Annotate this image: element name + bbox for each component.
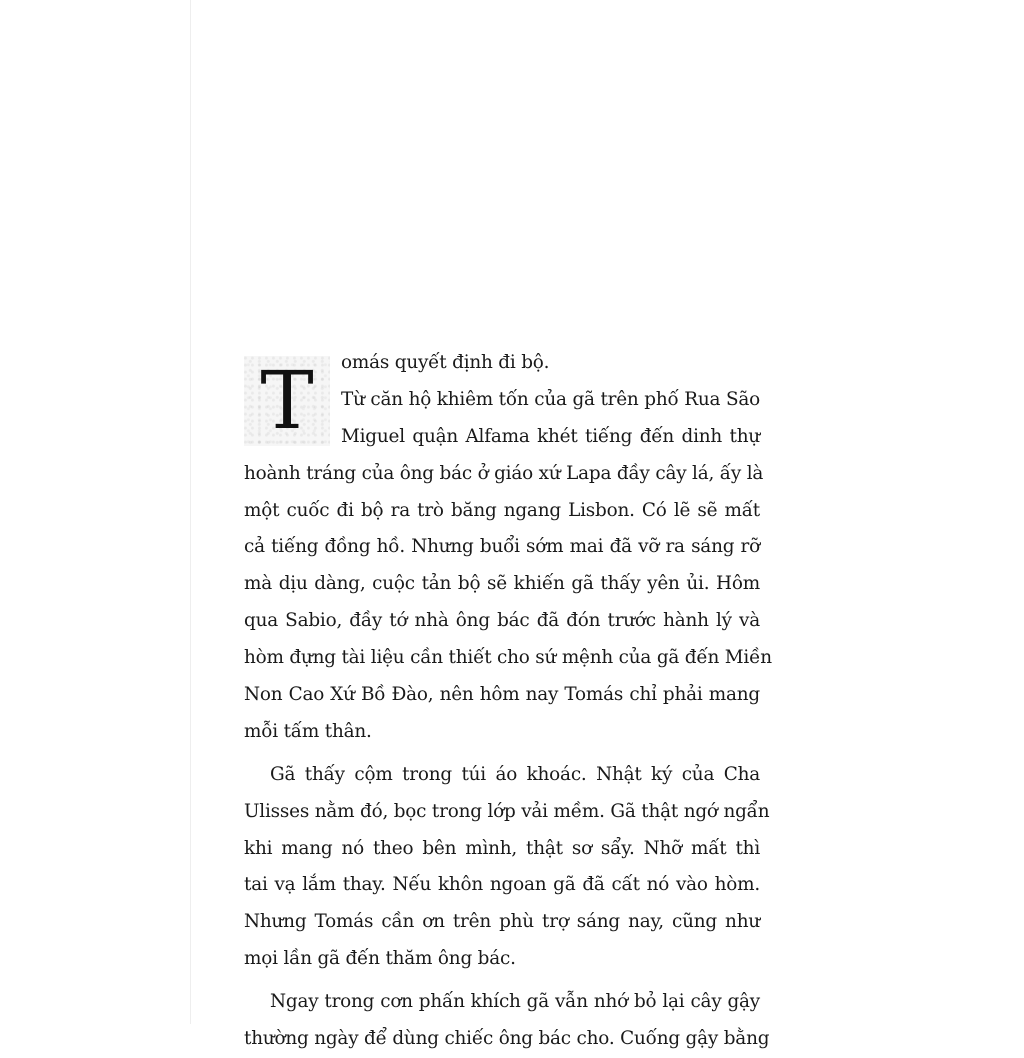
- text-line: Nhưng Tomás cần ơn trên phù trợ sáng nay, cũng như: [244, 911, 760, 933]
- text-line: khi mang nó theo bên mình, thật sơ sẩy. Nhỡ mất thì: [244, 837, 760, 859]
- text-line: qua Sabio, đầy tớ nhà ông bác đã đón trước hành lý và: [244, 610, 760, 632]
- text-line: thường ngày để dùng chiếc ông bác cho. Cuống gậy bằng: [244, 1028, 770, 1050]
- text-line: tai vạ lắm thay. Nếu khôn ngoan gã đã cất nó vào hòm.: [244, 874, 760, 896]
- text-line: Non Cao Xứ Bồ Đào, nên hôm nay Tomás chỉ phải mang: [244, 684, 760, 706]
- text-line: mỗi tấm thân.: [244, 720, 372, 742]
- text-line: mà dịu dàng, cuộc tản bộ sẽ khiến gã thấy yên ủi. Hôm: [244, 573, 760, 595]
- text-line: mọi lần gã đến thăm ông bác.: [244, 948, 516, 970]
- text-line: Ulisses nằm đó, bọc trong lớp vải mềm. Gã thật ngớ ngẩn: [244, 800, 770, 822]
- text-line: Miguel quận Alfama khét tiếng đến dinh thự: [341, 425, 760, 447]
- text-line: Gã thấy cộm trong túi áo khoác. Nhật ký của Cha: [270, 763, 760, 785]
- text-line: hoành tráng của ông bác ở giáo xứ Lapa đầy cây lá, ấy là: [244, 462, 764, 484]
- text-line: cả tiếng đồng hồ. Nhưng buổi sớm mai đã vỡ ra sáng rỡ: [244, 536, 760, 558]
- body-text: [244, 345, 772, 1058]
- text-line: omás quyết định đi bộ.: [341, 352, 550, 373]
- drop-cap-letter: T: [260, 354, 314, 447]
- text-line: một cuốc đi bộ ra trò băng ngang Lisbon. Có lẽ sẽ mất: [244, 499, 760, 521]
- text-line: Ngay trong cơn phấn khích gã vẫn nhớ bỏ lại cây gậy: [270, 991, 760, 1013]
- page-gutter-line: [190, 0, 191, 1024]
- text-line: hòm đựng tài liệu cần thiết cho sứ mệnh của gã đến Miền: [244, 647, 772, 669]
- text-line: Từ căn hộ khiêm tốn của gã trên phố Rua São: [341, 388, 760, 410]
